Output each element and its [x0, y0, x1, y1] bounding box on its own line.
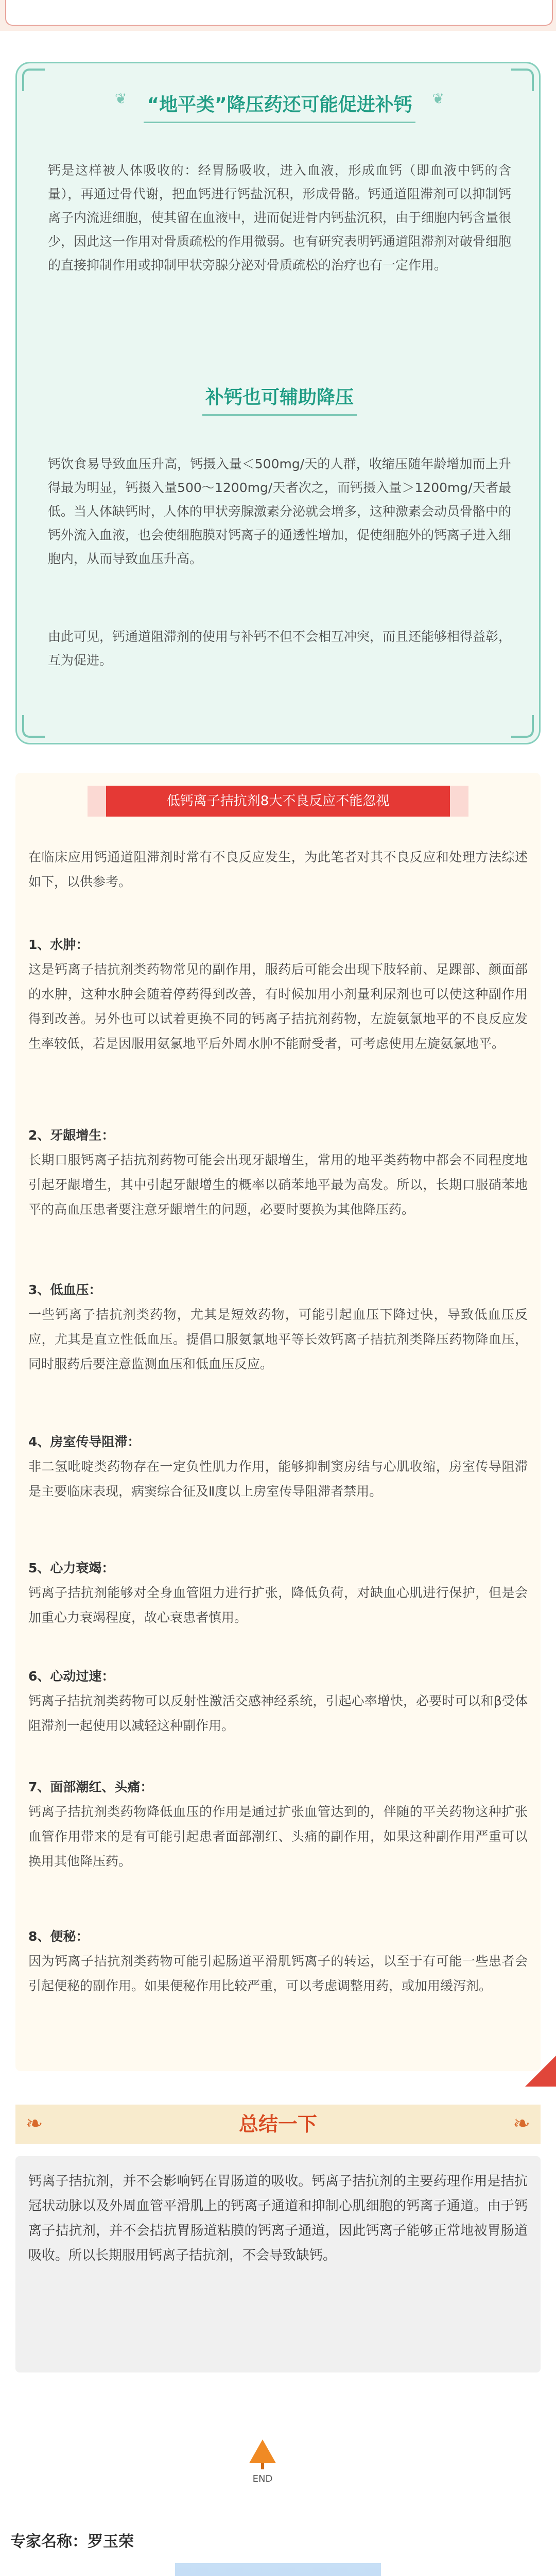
list-item	[28, 1123, 528, 1222]
item-text: 这是钙离子拮抗剂类药物常见的副作用，服药后可能会出现下肢轻前、足踝部、颜面部的水肿，这种水肿会随着停药得到改善，有时候加用小剂量利尿剂也可以使这种副作用得到改善。另外也可以试着更换不同的钙离子拮抗剂药物，左旋氨氯地平的不良反应发生率较低，若是因服用氨氯地平后外周水肿不能耐受者，可考虑使用左旋氨氯地平。	[28, 962, 528, 1051]
list-item	[28, 1775, 528, 1874]
leaf-icon: ❦	[432, 90, 444, 107]
list-item	[28, 1430, 528, 1504]
top-decoration	[0, 0, 556, 31]
list-item	[28, 1556, 528, 1630]
banner-cap	[450, 786, 468, 817]
corner-ornament	[22, 715, 45, 738]
item-heading: 1、水肿：	[28, 937, 89, 952]
tree-trunk	[261, 2463, 264, 2469]
item-text: 因为钙离子拮抗剂类药物可能引起肠道平滑肌钙离子的转运，以至于有可能一些患者会引起便秘的副作用。如果便秘作用比较严重，可以考虑调整用药，或加用缓泻剂。	[28, 1954, 528, 1993]
leaf-icon: ❧	[513, 2112, 530, 2136]
section-heading	[17, 383, 542, 416]
item-text: 长期口服钙离子拮抗剂药物可能会出现牙龈增生，常用的地平类药物中都会不同程度地引起牙龈增生，其中引起牙龈增生的概率以硝苯地平最为高发。所以，长期口服硝苯地平的高血压患者要注意牙龈增生的问题，必要时要换为其他降压药。	[28, 1153, 528, 1217]
item-heading: 6、心动过速：	[28, 1669, 115, 1684]
calcium-card	[15, 62, 541, 744]
paragraph: 钙是这样被人体吸收的：经胃肠吸收，进入血液，形成血钙（即血液中钙的含量），再通过骨代谢，把血钙进行钙盐沉积，形成骨骼。钙通道阻滞剂可以抑制钙离子内流进细胞，使其留在血液中，进而促进骨内钙盐沉积，由于细胞内钙含量很少，因此这一作用对骨质疏松的作用微弱。也有研究表明钙通道阻滞剂对破骨细胞的直接抑制作用或抑制甲状旁腺分泌对骨质疏松的治疗也有一定作用。	[48, 163, 512, 273]
heading-text: “地平类”降压药还可能促进补钙	[144, 90, 415, 123]
list-item	[28, 1664, 528, 1738]
item-heading: 7、面部潮红、头痛：	[28, 1780, 153, 1794]
previous-card-bottom	[5, 0, 553, 26]
banner-text: 低钙离子拮抗剂8大不良反应不能忽视	[166, 793, 390, 809]
item-text: 钙离子拮抗剂能够对全身血管阻力进行扩张，降低负荷，对缺血心肌进行保护，但是会加重心力衰竭程度，故心衰患者慎用。	[28, 1585, 528, 1625]
summary-text: 钙离子拮抗剂，并不会影响钙在胃肠道的吸收。钙离子拮抗剂的主要药理作用是拮抗冠状动脉以及外周血管平滑肌上的钙离子通道和抑制心肌细胞的钙离子通道。由于钙离子拮抗剂，并不会拮抗胃肠道粘膜的钙离子通道，因此钙离子能够正常地被胃肠道吸收。所以长期服用钙离子拮抗剂，不会导致缺钙。	[28, 2174, 528, 2263]
item-heading: 5、心力衰竭：	[28, 1561, 115, 1575]
side-effects-banner	[98, 786, 458, 817]
item-heading: 3、低血压：	[28, 1282, 102, 1297]
summary-title-bar	[15, 2105, 541, 2144]
end-label: END	[252, 2473, 273, 2484]
expert-name: 专家名称：罗玉荣	[10, 2533, 134, 2551]
end-marker	[249, 2439, 276, 2484]
item-heading: 2、牙龈增生：	[28, 1128, 115, 1143]
corner-ornament	[22, 69, 45, 91]
corner-ornament	[511, 69, 534, 91]
item-heading: 4、房室传导阻滞：	[28, 1434, 141, 1449]
list-item	[28, 1924, 528, 1998]
item-text: 非二氢吡啶类药物存在一定负性肌力作用，能够抑制窦房结与心肌收缩，房室传导阻滞是主要临床表现，病窦综合征及Ⅱ度以上房室传导阻滞者禁用。	[28, 1459, 528, 1499]
corner-ornament	[511, 715, 534, 738]
section-heading	[17, 90, 542, 123]
list-item	[28, 933, 528, 1056]
heading-text: 补钙也可辅助降压	[202, 383, 357, 416]
banner-cap	[88, 786, 106, 817]
paragraph: 钙饮食易导致血压升高，钙摄入量＜500mg/天的人群，收缩压随年龄增加而上升得最为明显，钙摄入量500～1200mg/天者次之，而钙摄入量＞1200mg/天者最低。当人体缺钙时，人体的甲状旁腺激素分泌就会增多，这种激素会动员骨骼中的钙外流入血液，也会使细胞膜对钙离子的通透性增加，促使细胞外的钙离子进入细胞内，从而导致血压升高。	[48, 456, 512, 566]
item-text: 一些钙离子拮抗剂类药物，尤其是短效药物，可能引起血压下降过快，导致低血压反应，尤其是直立性低血压。提倡口服氨氯地平等长效钙离子拮抗剂类降压药物降血压，同时服药后要注意监测血压和低血压反应。	[28, 1307, 528, 1371]
intro-paragraph: 在临床应用钙通道阻滞剂时常有不良反应发生，为此笔者对其不良反应和处理方法综述如下，以供参考。	[28, 850, 528, 889]
corner-ornament	[525, 2056, 556, 2087]
list-item	[28, 1278, 528, 1377]
paragraph: 由此可见，钙通道阻滞剂的使用与补钙不但不会相互冲突，而且还能够相得益彰，互为促进。	[48, 629, 512, 668]
item-heading: 8、便秘：	[28, 1929, 89, 1944]
summary-title: 总结一下	[238, 2113, 317, 2136]
tree-icon	[249, 2439, 276, 2463]
leaf-icon: ❦	[115, 90, 127, 107]
expert-photo	[175, 2563, 381, 2576]
leaf-icon: ❧	[26, 2112, 43, 2136]
summary-card	[15, 2156, 541, 2372]
item-text: 钙离子拮抗剂类药物可以反射性激活交感神经系统，引起心率增快，必要时可以和β受体阻滞剂一起使用以减轻这种副作用。	[28, 1693, 528, 1733]
item-text: 钙离子拮抗剂类药物降低血压的作用是通过扩张血管达到的，伴随的平关药物这种扩张血管作用带来的是有可能引起患者面部潮红、头痛的副作用，如果这种副作用严重可以换用其他降压药。	[28, 1804, 528, 1869]
